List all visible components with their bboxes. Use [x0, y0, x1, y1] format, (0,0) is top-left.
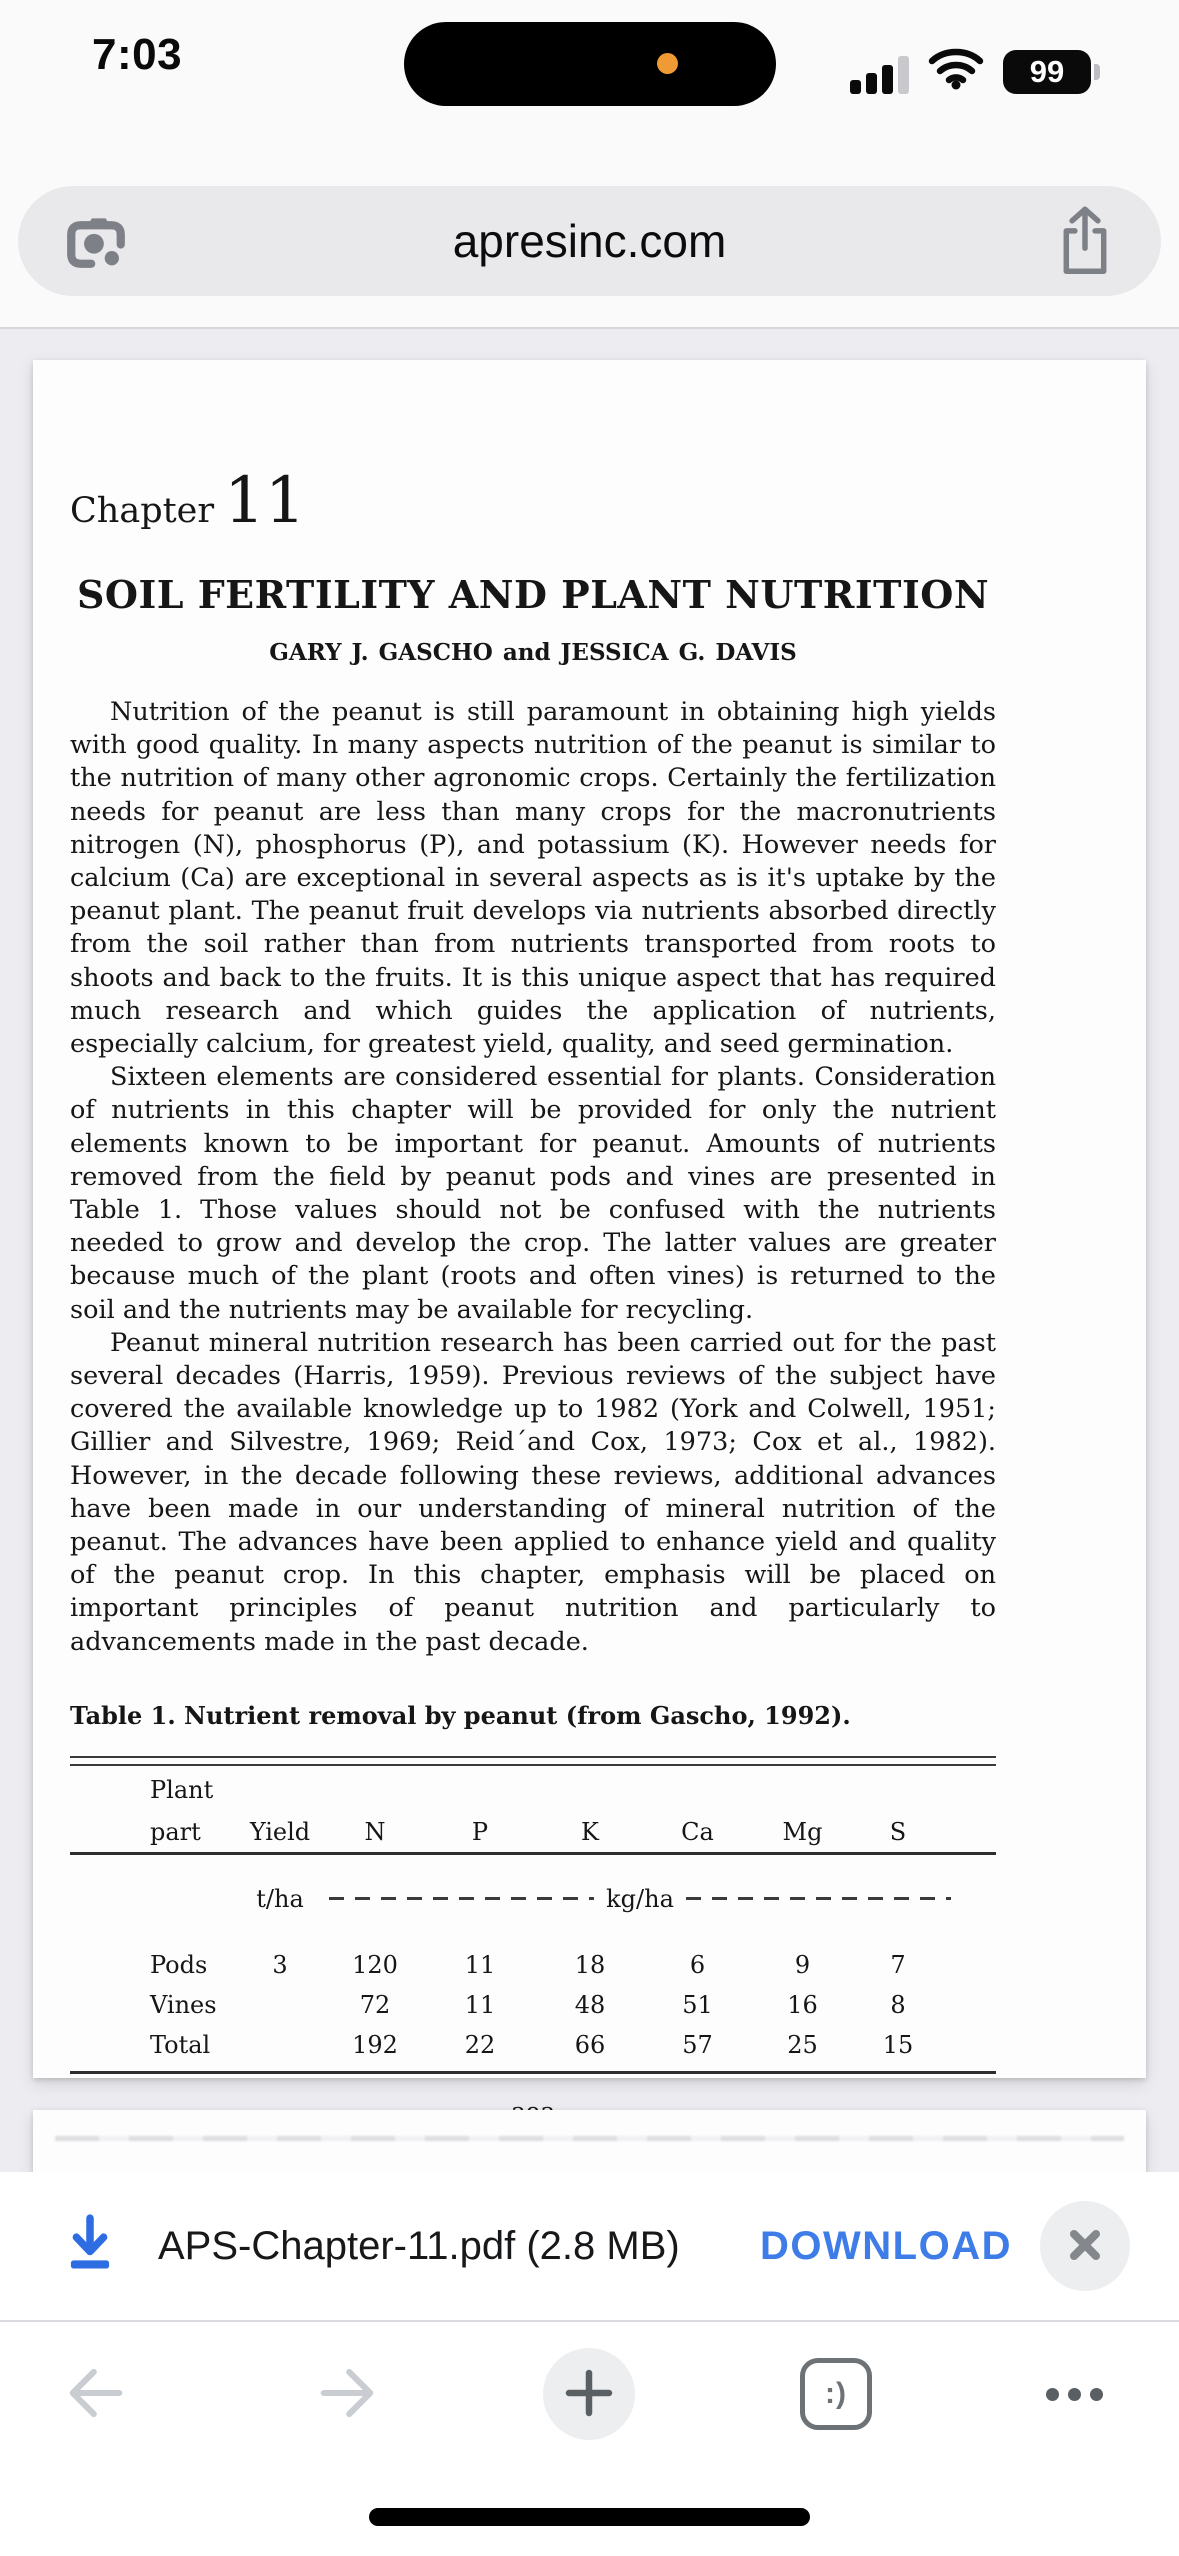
wifi-icon [928, 47, 984, 94]
close-download-button[interactable] [1040, 2201, 1130, 2291]
cell: 57 [682, 2030, 713, 2059]
header-cell: N [325, 1804, 425, 1854]
cell: 192 [352, 2030, 398, 2059]
authors-line: GARY J. GASCHO and JESSICA G. DAVIS [269, 639, 797, 666]
close-icon [1065, 2225, 1105, 2268]
plus-icon [563, 2367, 615, 2422]
chapter-label: Chapter [70, 491, 215, 531]
table-row [70, 1939, 996, 1979]
status-time: 7:03 [92, 30, 183, 79]
cell: 120 [352, 1950, 398, 1979]
header-cell: Mg [750, 1804, 855, 1854]
header-cell: part [70, 1804, 235, 1854]
kgha-dash-line [329, 1885, 951, 1913]
download-button[interactable]: DOWNLOAD [760, 2223, 1012, 2268]
download-bar [0, 2172, 1179, 2320]
nutrient-table [70, 1766, 996, 2059]
battery-percent: 99 [1029, 54, 1065, 89]
unit-cell: t/ha [256, 1884, 304, 1913]
cell: 7 [890, 1950, 906, 1979]
microphone-indicator-dot [657, 53, 678, 74]
home-indicator[interactable] [369, 2508, 810, 2526]
unit-cell: kg/ha [606, 1884, 674, 1913]
status-bar [0, 0, 1179, 110]
new-tab-button[interactable] [543, 2348, 635, 2440]
cell: 22 [464, 2030, 496, 2059]
paragraph: Sixteen elements are considered essential for plants. Consideration of nutrients in this chapter will be provided for only the nutrient elements known to be important for peanut. Amounts of nutrients removed from the field by peanut pods and vines are presented in Table 1. Those values should not be confused with the nutrients needed to grow and develop the crop. The latter values are greater because much of the plant (roots and often vines) is returned to the soil and the nutrients may be available for recycling. [70, 1062, 996, 1325]
cell: 15 [882, 2030, 914, 2059]
cell: 25 [787, 2030, 818, 2059]
cell [235, 2019, 325, 2059]
body-text [70, 696, 996, 1659]
header-cell: K [535, 1804, 645, 1854]
table-row [70, 1979, 996, 2019]
download-icon [62, 2214, 118, 2279]
table-bottom-rule [70, 2071, 996, 2075]
google-lens-icon[interactable] [36, 186, 156, 296]
document-content [70, 464, 996, 2130]
back-button[interactable] [50, 2348, 142, 2440]
header-cell: P [425, 1804, 535, 1854]
battery-icon [1003, 50, 1091, 94]
cell: 66 [574, 2030, 606, 2059]
page-title: SOIL FERTILITY AND PLANT NUTRITION [76, 572, 990, 617]
paragraph: Peanut mineral nutrition research has been carried out for the past several decades (Harris, 1959). Previous reviews of the subject have covered the available knowledge up to 1982 (York and Colwell, 1951; Gillier and Silvestre, 1969; Reid´and Cox, 1973; Cox et al., 1982). However, in the decade following these reviews, additional advances have been made in our understanding of mineral nutrition of the peanut. The advances have been applied to enhance yield and quality of the peanut crop. In this chapter, emphasis will be placed on important principles of peanut nutrition and particularly to advancements made in the past decade. [70, 1327, 996, 1657]
forward-button[interactable] [301, 2348, 393, 2440]
paragraph: Nutrition of the peanut is still paramount in obtaining high yields with good quality. In many aspects nutrition of the peanut is similar to the nutrition of many other agronomic crops. Certainly the fertilization needs for peanut are less than many crops for the macronutrients nitrogen (N), phosphorus (P), and potassium (K). However needs for calcium (Ca) are exceptional in several aspects as is it's uptake by the peanut plant. The peanut fruit develops via nutrients absorbed directly from the soil rather than from nutrients transported from roots to shoots and back to the fruits. It is this unique aspect that has required much research and which guides the application of nutrients, especially calcium, for greatest yield, quality, and seed germination. [70, 697, 996, 1060]
cell: 48 [574, 1990, 606, 2019]
cell: 6 [689, 1950, 706, 1979]
cell: Total [150, 2030, 211, 2059]
table-header-row [70, 1804, 996, 1854]
cell [235, 1979, 325, 2019]
pdf-page-2 [33, 2110, 1146, 2172]
cell: 11 [464, 1990, 496, 2019]
chapter-heading [70, 464, 996, 538]
dynamic-island [404, 22, 776, 106]
cell: 51 [682, 1990, 713, 2019]
pdf-page-1 [33, 360, 1146, 2078]
status-icons [850, 46, 1091, 94]
share-icon[interactable] [1025, 186, 1145, 296]
back-arrow-icon [65, 2362, 127, 2427]
cellular-signal-icon [850, 54, 909, 94]
cell: 72 [359, 1990, 391, 2019]
address-bar[interactable] [18, 186, 1161, 296]
more-menu-button[interactable] [1028, 2348, 1120, 2440]
table-units-row [70, 1853, 996, 1913]
cell: Pods [150, 1950, 208, 1979]
url-domain[interactable]: apresinc.com [452, 215, 727, 267]
tab-switcher-button[interactable] [790, 2348, 882, 2440]
cell: 3 [272, 1950, 288, 1979]
cell: 18 [574, 1950, 606, 1979]
cell: 9 [794, 1950, 811, 1979]
download-filename: APS-Chapter-11.pdf (2.8 MB) [158, 2223, 680, 2268]
forward-arrow-icon [316, 2362, 378, 2427]
table-header-row [70, 1766, 996, 1804]
blurred-text-line [55, 2136, 1124, 2141]
table-caption: Table 1. Nutrient removal by peanut (from Gascho, 1992). [70, 1700, 851, 1730]
header-cell: Plant [150, 1775, 214, 1804]
tab-count-smiley: :) [800, 2358, 872, 2430]
header-cell: Yield [235, 1804, 325, 1854]
cell: 16 [787, 1990, 818, 2019]
header-cell: S [855, 1804, 996, 1854]
three-dots-icon [1046, 2388, 1103, 2401]
header-cell: Ca [645, 1804, 750, 1854]
cell: Vines [150, 1990, 217, 2019]
table-top-rule [70, 1756, 996, 1766]
cell: 8 [890, 1990, 906, 2019]
cell: 11 [464, 1950, 496, 1979]
table-row [70, 2019, 996, 2059]
browser-header [0, 0, 1179, 327]
pdf-viewer[interactable] [0, 329, 1179, 2172]
chapter-number: 11 [224, 464, 306, 538]
